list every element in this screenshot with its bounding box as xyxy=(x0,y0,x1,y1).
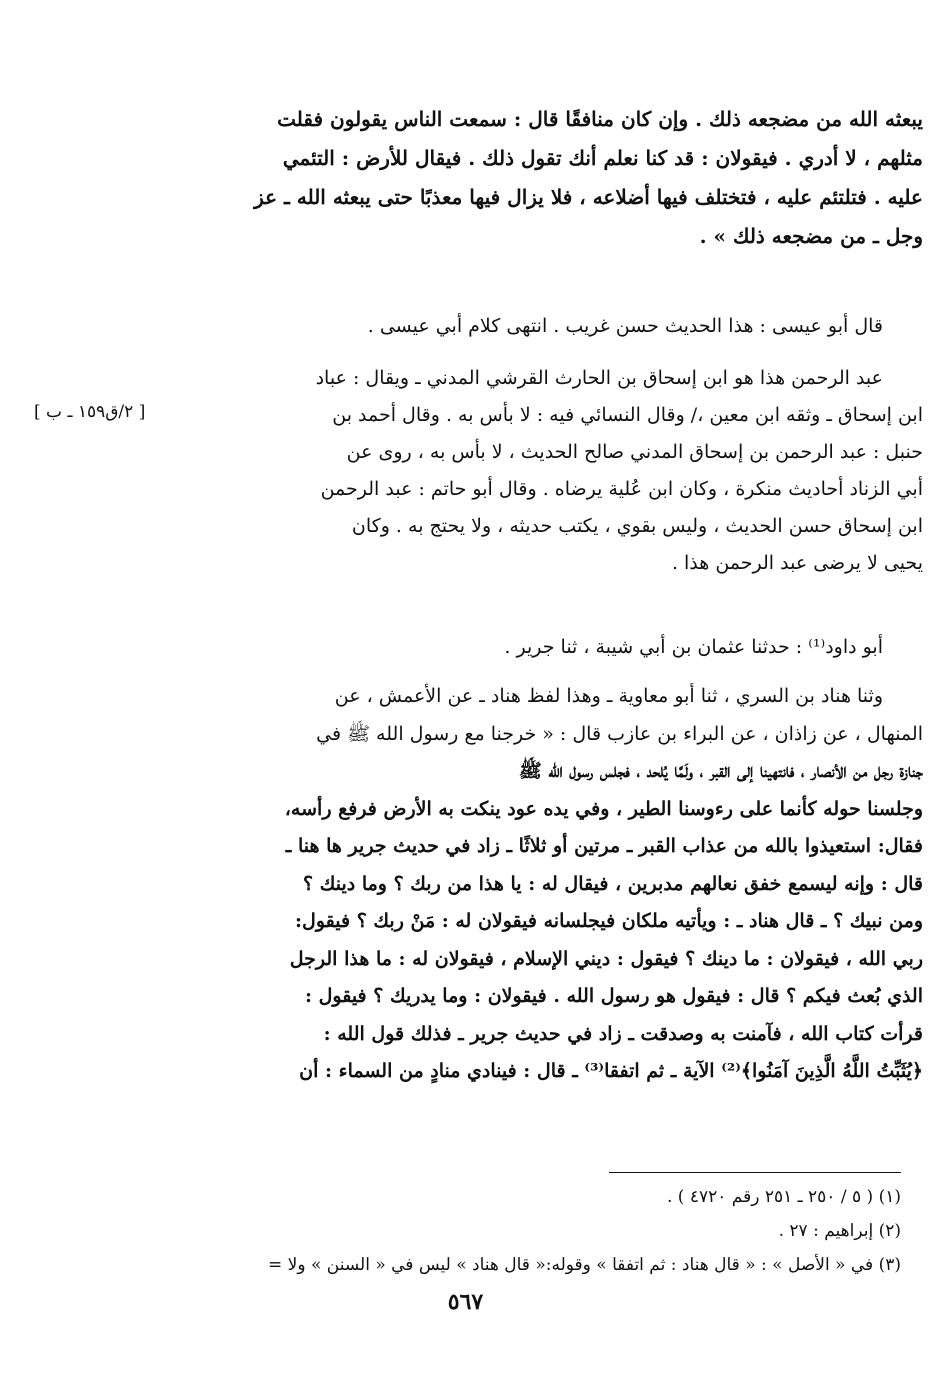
text-line: قال أبو عيسى : هذا الحديث حسن غريب . انتهى كلام أبي عيسى . xyxy=(367,315,883,337)
text-line: جنازة رجل من الأنصار ، فانتهينا إلى القبر ، ولَمَّا يُلحد ، فجلس رسول الله ﷺ xyxy=(518,760,923,782)
paragraph-hadith-end xyxy=(177,100,923,256)
text-line: عليه . فتلتئم عليه ، فتختلف فيها أضلاعه ، فلا يزال فيها معذبًا حتى يبعثه الله ـ عز xyxy=(254,185,923,209)
footnote: (١) ( ٥ / ٢٥٠ ـ ٢٥١ رقم ٤٧٢٠ ) . xyxy=(667,1187,901,1207)
text-line: أبي الزناد أحاديث منكرة ، وكان ابن عُلية يرضاه . وقال أبو حاتم : عبد الرحمن xyxy=(320,478,923,500)
footnotes xyxy=(11,1180,901,1282)
text-line: أبو داود⁽¹⁾ : حدثنا عثمان بن أبي شيبة ، ثنا جرير . xyxy=(504,636,883,658)
page-number: ٥٦٧ xyxy=(447,1289,484,1315)
text-line: قال : وإنه ليسمع خفق نعالهم مدبرين ، فيقال له : يا هذا من ربك ؟ وما دينك ؟ xyxy=(303,872,923,895)
footnote: (٢) إبراهيم : ٢٧ . xyxy=(778,1221,901,1241)
text-line: ربي الله ، فيقولان : ما دينك ؟ فيقول : ديني الإسلام ، فيقولان له : ما هذا الرجل xyxy=(289,947,923,970)
text-line: وجلسنا حوله كأنما على رءوسنا الطير ، وفي يده عود ينكت به الأرض فرفع رأسه، xyxy=(284,797,923,820)
text-line: ابن إسحاق ـ وثقه ابن معين ،/ وقال النسائي فيه : لا بأس به . وقال أحمد بن xyxy=(332,404,923,426)
paragraph-abu-dawud xyxy=(177,628,923,666)
manuscript-margin-reference: [ ٢/ق١٥٩ ـ ب ] xyxy=(34,402,146,422)
text-line: وثنا هناد بن السري ، ثنا أبو معاوية ـ وهذا لفظ هناد ـ عن الأعمش ، عن xyxy=(334,685,883,707)
text-line: ومن نبيك ؟ ـ قال هناد ـ : ويأتيه ملكان فيجلسانه فيقولان له : مَنْ ربك ؟ فيقول: xyxy=(295,910,923,932)
text-line: يبعثه الله من مضجعه ذلك . وإن كان منافقًا قال : سمعت الناس يقولون فقلت xyxy=(277,107,923,131)
text-line: وجل ـ من مضجعه ذلك » . xyxy=(699,224,923,248)
paragraph-hadith-bara xyxy=(177,678,923,1091)
text-line: ﴿يُثَبِّتُ اللَّهُ الَّذِينَ آمَنُوا﴾⁽²⁾ الآية ـ ثم اتفقا⁽³⁾ ـ قال : فينادي منادٍ من السماء : أن xyxy=(299,1060,923,1082)
text-line: يحيى لا يرضى عبد الرحمن هذا . xyxy=(671,552,923,574)
paragraph-narrator-notes xyxy=(177,360,923,582)
paragraph-abu-isa xyxy=(177,307,923,345)
footnote: (٣) في « الأصل » : « قال هناد : ثم اتفقا » وقوله:« قال هناد » ليس في « السنن » ولا = xyxy=(268,1255,901,1275)
text-line: فقال: استعيذوا بالله من عذاب القبر ـ مرتين أو ثلاثًا ـ زاد في حديث جرير ها هنا ـ xyxy=(285,835,923,857)
text-line: مثلهم ، لا أدري . فيقولان : قد كنا نعلم أنك تقول ذلك . فيقال للأرض : التئمي xyxy=(282,146,923,170)
footnote-separator xyxy=(609,1172,901,1173)
text-line: حنبل : عبد الرحمن بن إسحاق المدني صالح الحديث ، لا بأس به ، روى عن xyxy=(346,441,923,463)
text-line: ابن إسحاق حسن الحديث ، وليس بقوي ، يكتب حديثه ، ولا يحتج به . وكان xyxy=(351,515,923,537)
text-line: عبد الرحمن هذا هو ابن إسحاق بن الحارث القرشي المدني ـ ويقال : عباد xyxy=(315,367,883,389)
text-line: الذي بُعث فيكم ؟ قال : فيقول هو رسول الله . فيقولان : وما يدريك ؟ فيقول : xyxy=(304,985,923,1007)
text-line: قرأت كتاب الله ، فآمنت به وصدقت ـ زاد في حديث جرير ـ فذلك قول الله : xyxy=(323,1022,923,1045)
text-line: المنهال ، عن زاذان ، عن البراء بن عازب قال : « خرجنا مع رسول الله ﷺ في xyxy=(316,722,923,745)
